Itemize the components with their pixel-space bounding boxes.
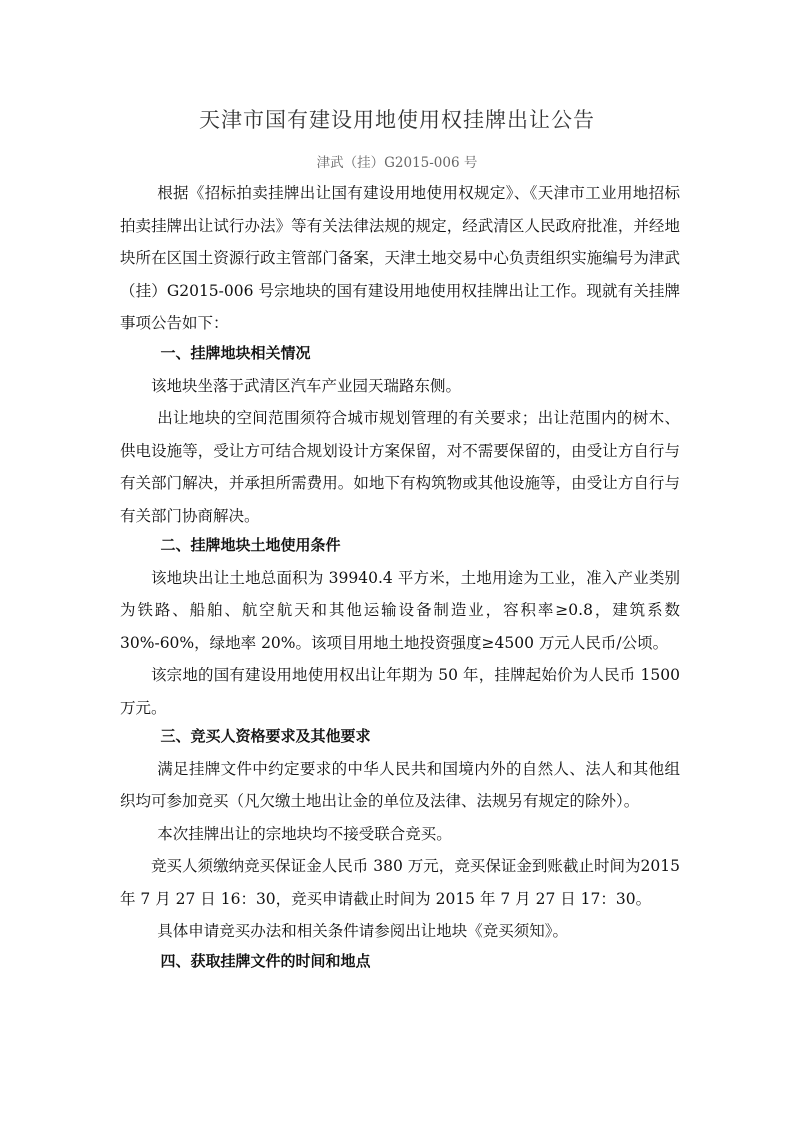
section-3-paragraph-3: 竞买人须缴纳竞买保证金人民币 380 万元，竞买保证金到账截止时间为2015 年 7 月 27 日 16：30，竞买申请截止时间为 2015 年 7 月 27 日 17：30。	[120, 857, 680, 908]
section-3-paragraph-1: 满足挂牌文件中约定要求的中华人民共和国境内外的自然人、法人和其他组织均可参加竞买（凡欠缴土地出让金的单位及法律、法规另有规定的除外）。	[120, 759, 680, 810]
section-3-paragraph-2: 本次挂牌出让的宗地块均不接受联合竞买。	[157, 824, 452, 843]
section-3-paragraph-4: 具体申请竞买办法和相关条件请参阅出让地块《竞买须知》。	[157, 922, 568, 940]
section-1-paragraph-2: 出让地块的空间范围须符合城市规划管理的有关要求；出让范围内的树木、供电设施等，受让方可结合规划设计方案保留，对不需要保留的，由受让方自行与有关部门解决，并承担所需费用。如地下有构筑物或其他设施等，由受让方自行与有关部门协商解决。	[120, 409, 680, 525]
section-3	[120, 720, 680, 948]
section-2-paragraph-2: 该宗地的国有建设用地使用权出让年期为 50 年，挂牌起始价为人民币 1500万元。	[120, 666, 680, 717]
intro-paragraph: 根据《招标拍卖挂牌出让国有建设用地使用权规定》、《天津市工业用地招标拍卖挂牌出让试行办法》等有关法律法规的规定，经武清区人民政府批准，并经地块所在区国土资源行政主管部门备案，天津土地交易中心负责组织实施编号为津武（挂）G2015-006 号宗地块的国有建设用地使用权挂牌出让工作。现就有关挂牌事项公告如下：	[120, 184, 680, 332]
section-2-paragraph-1: 该地块出让土地总面积为 39940.4 平方米，土地用途为工业，准入产业类别为铁路、船舶、航空航天和其他运输设备制造业，容积率≥0.8，建筑系数30%-60%，绿地率 20%。该项目用地土地投资强度≥4500 万元人民币/公顷。	[120, 568, 680, 652]
section-1	[120, 337, 680, 532]
section-4	[120, 945, 680, 978]
section-heading-4: 四、获取挂牌文件的时间和地点	[160, 952, 371, 970]
section-2	[120, 529, 680, 724]
section-heading-2: 二、挂牌地块土地使用条件	[160, 536, 341, 554]
section-heading-3: 三、竞买人资格要求及其他要求	[160, 727, 371, 745]
document-title: 天津市国有建设用地使用权挂牌出让公告	[199, 108, 595, 132]
section-1-paragraph-1: 该地块坐落于武清区汽车产业园天瑞路东侧。	[151, 376, 462, 395]
document-number: 津武（挂）G2015-006 号	[316, 155, 478, 171]
section-heading-1: 一、挂牌地块相关情况	[160, 344, 311, 362]
intro-section	[120, 177, 680, 340]
